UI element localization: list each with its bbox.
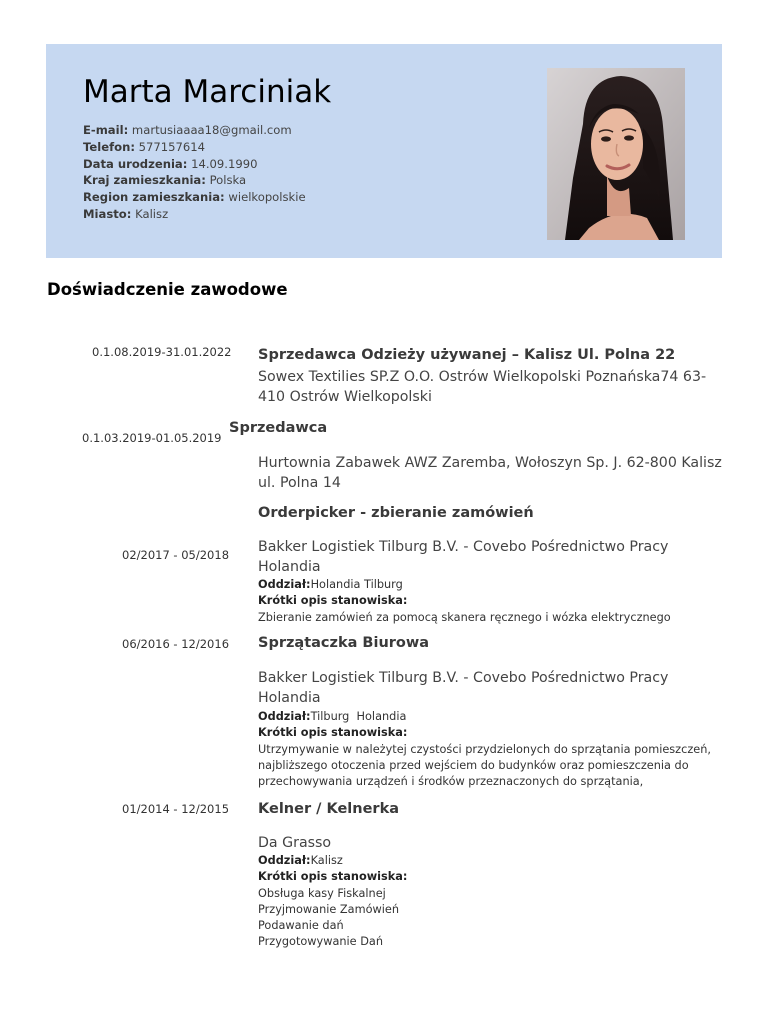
- email-value: martusiaaaa18@gmail.com: [131, 123, 292, 137]
- phone-label: Telefon:: [83, 139, 135, 154]
- job-details: [258, 577, 723, 626]
- description-line: Obsługa kasy Fiskalnej: [258, 886, 386, 900]
- phone-row: [83, 139, 306, 156]
- city-row: [83, 206, 306, 223]
- job-company: [258, 453, 723, 493]
- description-label: Krótki opis stanowiska:: [258, 870, 408, 884]
- company-line: Hurtownia Zabawek AWZ Zaremba, Wołoszyn Sp. J. 62-800 Kalisz: [258, 455, 722, 471]
- city-value: Kalisz: [135, 206, 169, 221]
- job-company: [258, 833, 723, 853]
- city-label: Miasto:: [83, 206, 132, 221]
- branch-label: Oddział:: [258, 710, 311, 723]
- birthdate-row: [83, 156, 306, 173]
- job-date: 06/2016 - 12/2016: [122, 637, 230, 651]
- birthdate-label: Data urodzenia:: [83, 156, 188, 171]
- job-title: Orderpicker - zbieranie zamówień: [258, 505, 534, 521]
- job-company: [258, 668, 723, 708]
- branch-row: [258, 709, 723, 725]
- description-line: Przygotowywanie Dań: [258, 935, 384, 949]
- region-row: [83, 189, 306, 206]
- description-label: Krótki opis stanowiska:: [258, 594, 408, 608]
- job-title: Sprzątaczka Biurowa: [258, 635, 430, 651]
- company-line: Holandia: [258, 690, 321, 706]
- branch-value: Kalisz: [310, 854, 343, 867]
- profile-photo: [547, 68, 685, 240]
- country-row: [83, 172, 306, 189]
- cv-header: [46, 44, 722, 258]
- section-title-experience: Doświadczenie zawodowe: [47, 280, 288, 299]
- region-value: wielkopolskie: [228, 190, 306, 205]
- description-label: Krótki opis stanowiska:: [258, 726, 408, 740]
- job-title: Sprzedawca Odzieży używanej – Kalisz Ul. Polna 22: [258, 347, 676, 363]
- description-line: Przyjmowanie Zamówień: [258, 902, 399, 916]
- birthdate-value: 14.09.1990: [191, 156, 258, 171]
- job-date: 02/2017 - 05/2018: [122, 548, 230, 562]
- email-label: E-mail:: [83, 123, 129, 137]
- job-title: Sprzedawca: [229, 420, 328, 436]
- description-line: Utrzymywanie w należytej czystości przydzielonych do sprzątania pomieszczeń,: [258, 742, 711, 756]
- phone-value: 577157614: [138, 139, 206, 154]
- job-details: [258, 853, 723, 951]
- company-line: Sowex Textilies SP.Z O.O. Ostrów Wielkopolski Poznańska74 63-: [258, 369, 707, 385]
- country-value: Polska: [209, 173, 247, 188]
- company-line: ul. Polna 14: [258, 475, 341, 491]
- country-label: Kraj zamieszkania:: [83, 173, 206, 188]
- branch-value: Holandia Tilburg: [310, 578, 403, 591]
- job-details: [258, 709, 723, 790]
- branch-value: Tilburg Holandia: [310, 710, 407, 723]
- job-date: 01/2014 - 12/2015: [122, 802, 230, 816]
- branch-label: Oddział:: [258, 578, 311, 591]
- contact-details: [83, 122, 306, 223]
- company-line: Bakker Logistiek Tilburg B.V. - Covebo Pośrednictwo Pracy: [258, 670, 669, 686]
- company-line: Da Grasso: [258, 835, 332, 851]
- company-line: 410 Ostrów Wielkopolski: [258, 389, 432, 405]
- description-line: Podawanie dań: [258, 919, 344, 933]
- candidate-name: Marta Marciniak: [83, 74, 332, 110]
- branch-label: Oddział:: [258, 854, 311, 867]
- company-line: Holandia: [258, 559, 321, 575]
- description-line: Zbieranie zamówień za pomocą skanera ręcznego i wózka elektrycznego: [258, 610, 671, 624]
- job-company: [258, 367, 723, 407]
- job-date: 0.1.08.2019-31.01.2022: [92, 345, 232, 359]
- company-line: Bakker Logistiek Tilburg B.V. - Covebo Pośrednictwo Pracy: [258, 539, 669, 555]
- branch-row: [258, 853, 723, 869]
- description-line: przechowywania urządzeń i środków przeznaczonych do sprzątania,: [258, 775, 644, 789]
- description-line: najbliższego otoczenia przed wejściem do budynków oraz pomieszczenia do: [258, 758, 689, 772]
- job-date: 0.1.03.2019-01.05.2019: [82, 431, 222, 445]
- email-row: [83, 122, 306, 139]
- job-company: [258, 537, 723, 577]
- job-title: Kelner / Kelnerka: [258, 801, 400, 817]
- region-label: Region zamieszkania:: [83, 190, 225, 205]
- branch-row: [258, 577, 723, 593]
